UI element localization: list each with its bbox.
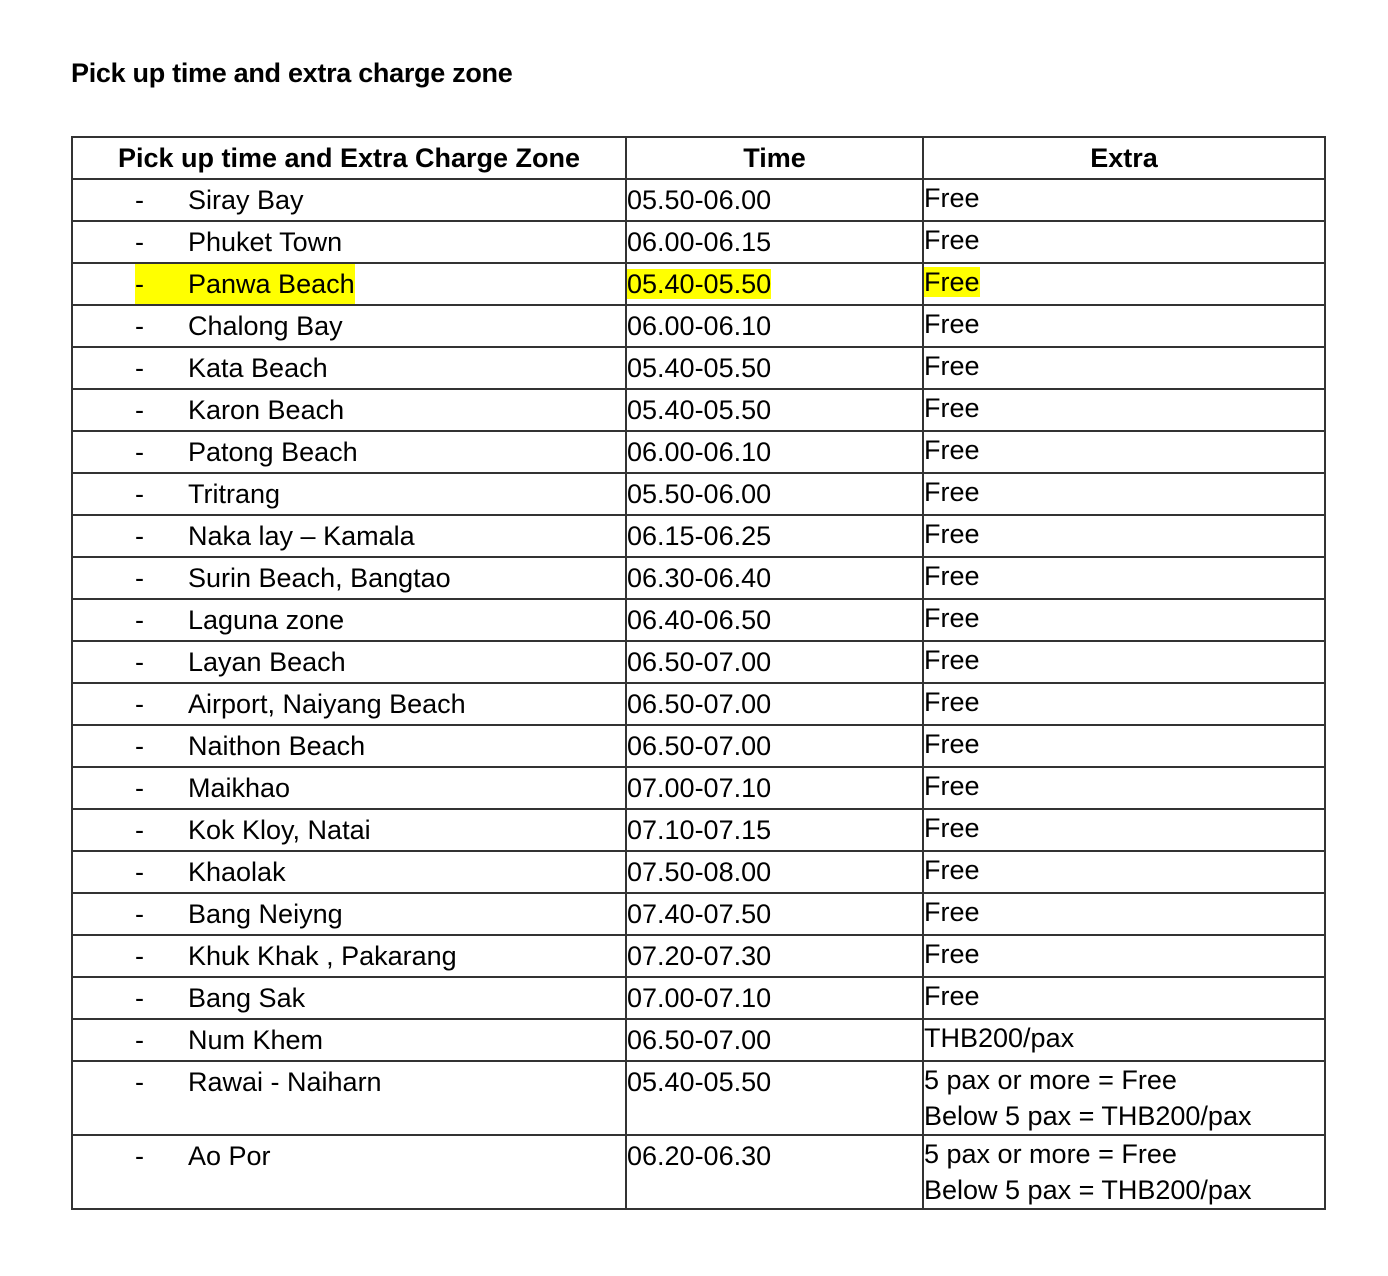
table-row — [72, 809, 1325, 851]
table-row — [72, 977, 1325, 1019]
zone-name: Naka lay – Kamala — [188, 521, 415, 551]
extra-cell — [923, 305, 1325, 347]
time-cell — [626, 725, 923, 767]
extra-line — [924, 432, 1324, 468]
extra-charge: Free — [924, 855, 980, 885]
extra-line — [924, 1172, 1324, 1208]
zone-name: Surin Beach, Bangtao — [188, 563, 451, 593]
pickup-time: 07.50-08.00 — [627, 857, 772, 887]
extra-charge: Below 5 pax = THB200/pax — [924, 1101, 1252, 1131]
extra-charge: Below 5 pax = THB200/pax — [924, 1175, 1252, 1205]
zone-cell — [72, 263, 626, 305]
zone-cell — [72, 179, 626, 221]
zone-name: Phuket Town — [188, 227, 343, 257]
bullet-dash: - — [135, 857, 144, 887]
header-time: Time — [626, 137, 923, 179]
bullet-dash: - — [135, 227, 144, 257]
pickup-time: 06.00-06.10 — [627, 437, 772, 467]
extra-cell — [923, 809, 1325, 851]
bullet-dash: - — [135, 647, 144, 677]
table-row — [72, 221, 1325, 263]
bullet-dash: - — [135, 521, 144, 551]
extra-charge: Free — [924, 939, 980, 969]
extra-line — [924, 936, 1324, 972]
time-cell — [626, 221, 923, 263]
time-cell — [626, 893, 923, 935]
table-row — [72, 305, 1325, 347]
extra-line — [924, 222, 1324, 258]
bullet-dash: - — [135, 563, 144, 593]
header-extra: Extra — [923, 137, 1325, 179]
time-cell — [626, 935, 923, 977]
pickup-time: 07.10-07.15 — [627, 815, 772, 845]
zone-name: Bang Sak — [188, 983, 306, 1013]
pickup-time: 06.40-06.50 — [627, 605, 772, 635]
bullet-dash: - — [135, 689, 144, 719]
extra-line — [924, 1098, 1324, 1134]
zone-cell — [72, 557, 626, 599]
pickup-time: 05.40-05.50 — [627, 1067, 772, 1097]
pickup-time: 05.50-06.00 — [627, 185, 772, 215]
time-cell — [626, 515, 923, 557]
zone-cell — [72, 641, 626, 683]
time-cell — [626, 767, 923, 809]
time-cell — [626, 809, 923, 851]
extra-line — [924, 1020, 1324, 1056]
zone-name: Kata Beach — [188, 353, 328, 383]
pickup-time: 06.50-07.00 — [627, 689, 772, 719]
zone-name: Rawai - Naiharn — [188, 1067, 382, 1097]
zone-cell — [72, 599, 626, 641]
extra-line — [924, 894, 1324, 930]
zone-name: Kok Kloy, Natai — [188, 815, 371, 845]
extra-line — [924, 1136, 1324, 1172]
extra-line — [924, 306, 1324, 342]
zone-name: Naithon Beach — [188, 731, 366, 761]
zone-cell — [72, 431, 626, 473]
zone-name: Airport, Naiyang Beach — [188, 689, 466, 719]
bullet-dash: - — [135, 1141, 144, 1171]
table-row — [72, 179, 1325, 221]
time-cell — [626, 1061, 923, 1135]
extra-charge: Free — [924, 771, 980, 801]
extra-charge: Free — [924, 267, 980, 297]
time-cell — [626, 977, 923, 1019]
extra-cell — [923, 767, 1325, 809]
extra-charge: 5 pax or more = Free — [924, 1065, 1177, 1095]
time-cell — [626, 179, 923, 221]
zone-cell — [72, 893, 626, 935]
pickup-time: 07.40-07.50 — [627, 899, 772, 929]
bullet-dash: - — [135, 1067, 144, 1097]
pickup-time: 05.40-05.50 — [627, 353, 772, 383]
time-cell — [626, 641, 923, 683]
zone-name: Maikhao — [188, 773, 291, 803]
bullet-dash: - — [135, 185, 144, 215]
zone-cell — [72, 221, 626, 263]
extra-cell — [923, 221, 1325, 263]
zone-cell — [72, 347, 626, 389]
table-row — [72, 767, 1325, 809]
zone-name: Panwa Beach — [188, 264, 355, 304]
pickup-time: 06.50-07.00 — [627, 1025, 772, 1055]
extra-line — [924, 516, 1324, 552]
extra-charge: Free — [924, 687, 980, 717]
extra-charge: Free — [924, 435, 980, 465]
extra-charge: Free — [924, 183, 980, 213]
extra-line — [924, 390, 1324, 426]
zone-cell — [72, 935, 626, 977]
extra-charge: Free — [924, 561, 980, 591]
table-row — [72, 473, 1325, 515]
time-cell — [626, 389, 923, 431]
table-row — [72, 893, 1325, 935]
zone-name: Num Khem — [188, 1025, 324, 1055]
zone-cell — [72, 389, 626, 431]
time-cell — [626, 305, 923, 347]
zone-cell — [72, 305, 626, 347]
zone-name: Chalong Bay — [188, 311, 343, 341]
extra-charge: Free — [924, 603, 980, 633]
extra-cell — [923, 179, 1325, 221]
zone-name: Tritrang — [188, 479, 281, 509]
extra-charge: THB200/pax — [924, 1023, 1075, 1053]
bullet-dash: - — [135, 983, 144, 1013]
extra-charge: Free — [924, 393, 980, 423]
time-cell — [626, 1019, 923, 1061]
pickup-time: 06.00-06.10 — [627, 311, 772, 341]
extra-line — [924, 558, 1324, 594]
bullet-dash: - — [135, 731, 144, 761]
extra-line — [924, 726, 1324, 762]
zone-name: Laguna zone — [188, 605, 345, 635]
zone-name: Karon Beach — [188, 395, 345, 425]
zone-name: Siray Bay — [188, 185, 304, 215]
header-zone: Pick up time and Extra Charge Zone — [72, 137, 626, 179]
zone-name: Ao Por — [188, 1141, 271, 1171]
extra-cell — [923, 725, 1325, 767]
extra-charge: Free — [924, 981, 980, 1011]
bullet-dash: - — [135, 605, 144, 635]
zone-name: Khuk Khak , Pakarang — [188, 941, 457, 971]
table-row — [72, 515, 1325, 557]
extra-cell — [923, 1061, 1325, 1135]
table-row — [72, 263, 1325, 305]
time-cell — [626, 431, 923, 473]
extra-charge: Free — [924, 351, 980, 381]
time-cell — [626, 347, 923, 389]
time-cell — [626, 473, 923, 515]
pickup-zone-table — [71, 136, 1326, 1210]
time-cell — [626, 263, 923, 305]
table-row — [72, 389, 1325, 431]
pickup-time: 07.00-07.10 — [627, 983, 772, 1013]
pickup-time: 06.50-07.00 — [627, 731, 772, 761]
zone-cell — [72, 725, 626, 767]
extra-charge: Free — [924, 225, 980, 255]
extra-line — [924, 600, 1324, 636]
bullet-dash: - — [135, 437, 144, 467]
time-cell — [626, 599, 923, 641]
table-row — [72, 683, 1325, 725]
table-row — [72, 1019, 1325, 1061]
extra-cell — [923, 515, 1325, 557]
table-row — [72, 599, 1325, 641]
time-cell — [626, 683, 923, 725]
table-row — [72, 1061, 1325, 1135]
extra-cell — [923, 347, 1325, 389]
zone-name: Bang Neiyng — [188, 899, 343, 929]
zone-cell — [72, 515, 626, 557]
extra-cell — [923, 893, 1325, 935]
zone-name: Layan Beach — [188, 647, 346, 677]
zone-cell — [72, 473, 626, 515]
extra-cell — [923, 389, 1325, 431]
table-row — [72, 557, 1325, 599]
zone-cell — [72, 977, 626, 1019]
pickup-time: 06.30-06.40 — [627, 563, 772, 593]
extra-cell — [923, 851, 1325, 893]
time-cell — [626, 851, 923, 893]
extra-line — [924, 810, 1324, 846]
pickup-time: 06.00-06.15 — [627, 227, 772, 257]
zone-cell — [72, 1061, 626, 1135]
zone-cell — [72, 1019, 626, 1061]
bullet-dash: - — [135, 353, 144, 383]
zone-cell — [72, 683, 626, 725]
extra-charge: Free — [924, 813, 980, 843]
zone-name: Khaolak — [188, 857, 286, 887]
extra-line — [924, 474, 1324, 510]
table-row — [72, 725, 1325, 767]
extra-charge: Free — [924, 519, 980, 549]
pickup-time: 07.20-07.30 — [627, 941, 772, 971]
extra-cell — [923, 935, 1325, 977]
extra-line — [924, 768, 1324, 804]
zone-cell — [72, 809, 626, 851]
extra-cell — [923, 473, 1325, 515]
extra-charge: Free — [924, 897, 980, 927]
page-title: Pick up time and extra charge zone — [71, 58, 513, 88]
extra-line — [924, 348, 1324, 384]
zone-cell — [72, 767, 626, 809]
extra-cell — [923, 641, 1325, 683]
bullet-dash: - — [135, 395, 144, 425]
extra-line — [924, 684, 1324, 720]
extra-line — [924, 264, 1324, 300]
extra-line — [924, 978, 1324, 1014]
extra-charge: Free — [924, 477, 980, 507]
bullet-dash: - — [135, 773, 144, 803]
extra-cell — [923, 1135, 1325, 1209]
pickup-time: 06.15-06.25 — [627, 521, 772, 551]
bullet-dash: - — [135, 899, 144, 929]
bullet-dash: - — [135, 941, 144, 971]
extra-charge: Free — [924, 645, 980, 675]
extra-line — [924, 642, 1324, 678]
time-cell — [626, 1135, 923, 1209]
table-row — [72, 851, 1325, 893]
bullet-dash: - — [135, 264, 196, 304]
pickup-time: 06.50-07.00 — [627, 647, 772, 677]
extra-charge: Free — [924, 729, 980, 759]
bullet-dash: - — [135, 1025, 144, 1055]
extra-cell — [923, 431, 1325, 473]
zone-name: Patong Beach — [188, 437, 358, 467]
extra-cell — [923, 263, 1325, 305]
extra-line — [924, 180, 1324, 216]
pickup-time: 05.50-06.00 — [627, 479, 772, 509]
table-row — [72, 347, 1325, 389]
extra-line — [924, 1062, 1324, 1098]
time-cell — [626, 557, 923, 599]
pickup-time: 07.00-07.10 — [627, 773, 772, 803]
extra-cell — [923, 1019, 1325, 1061]
table-row — [72, 431, 1325, 473]
pickup-time: 05.40-05.50 — [627, 269, 772, 299]
bullet-dash: - — [135, 479, 144, 509]
bullet-dash: - — [135, 311, 144, 341]
extra-cell — [923, 557, 1325, 599]
extra-cell — [923, 977, 1325, 1019]
pickup-time: 06.20-06.30 — [627, 1141, 772, 1171]
extra-cell — [923, 599, 1325, 641]
table-row — [72, 935, 1325, 977]
pickup-time: 05.40-05.50 — [627, 395, 772, 425]
bullet-dash: - — [135, 815, 144, 845]
table-row — [72, 1135, 1325, 1209]
table-row — [72, 641, 1325, 683]
extra-charge: 5 pax or more = Free — [924, 1139, 1177, 1169]
extra-charge: Free — [924, 309, 980, 339]
extra-line — [924, 852, 1324, 888]
zone-cell — [72, 851, 626, 893]
zone-cell — [72, 1135, 626, 1209]
table-header-row — [72, 137, 1325, 179]
extra-cell — [923, 683, 1325, 725]
